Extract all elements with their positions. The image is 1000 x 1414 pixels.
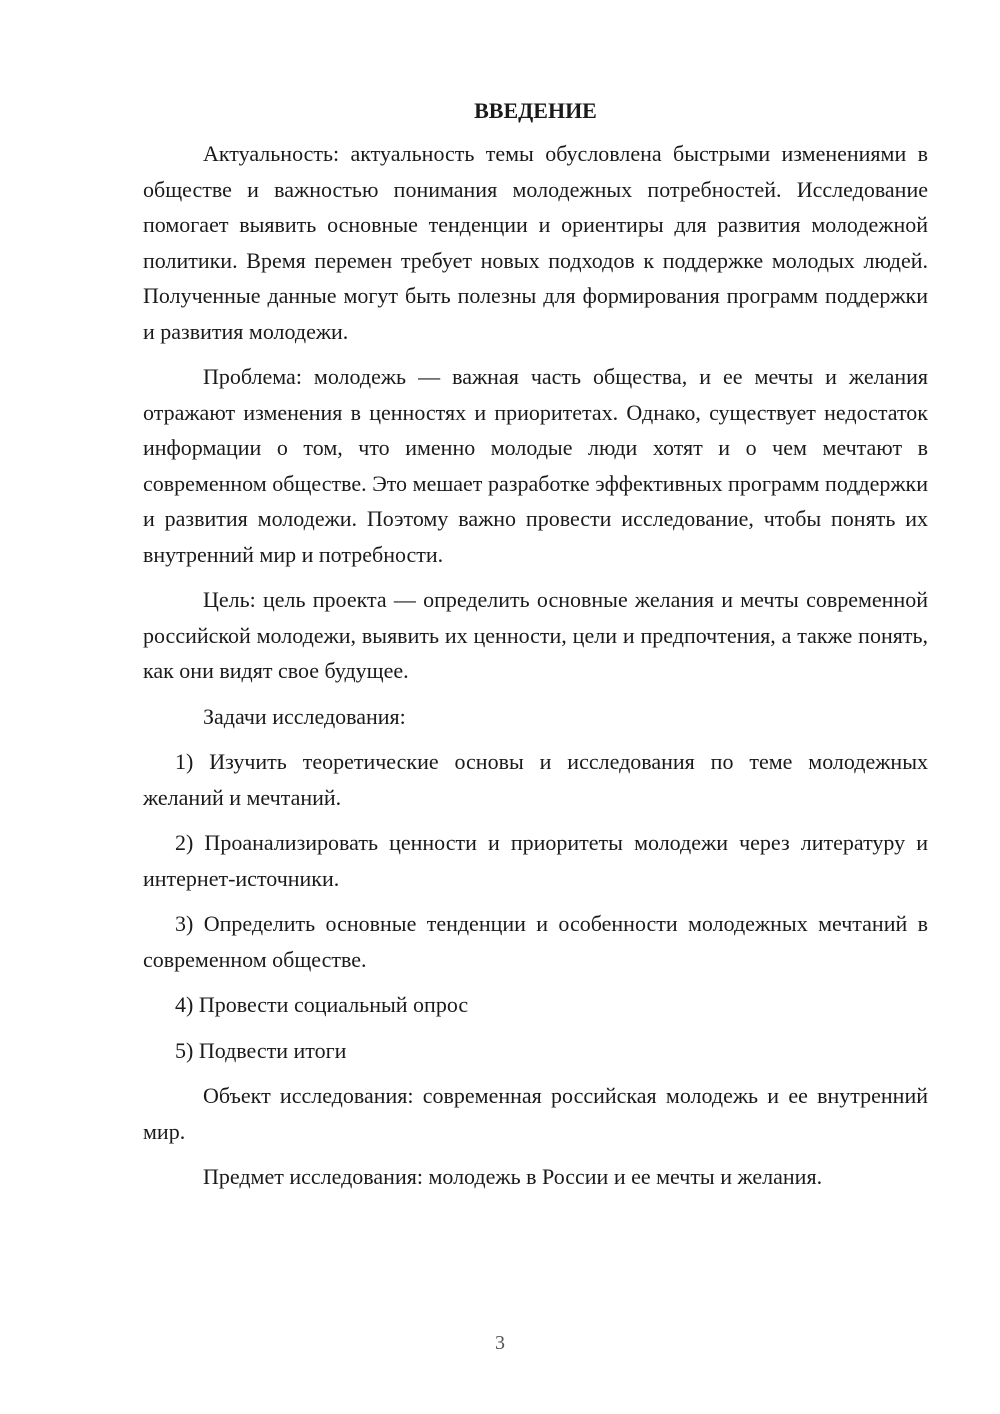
task-item-3: 3) Определить основные тенденции и особенности молодежных мечтаний в современном обществе. [143, 911, 928, 972]
document-page [143, 96, 928, 1205]
task-item-4: 4) Провести социальный опрос [175, 992, 469, 1017]
task-item-1: 1) Изучить теоретические основы и исследования по теме молодежных желаний и мечтаний. [143, 749, 928, 810]
paragraph-goal: Цель: цель проекта — определить основные желания и мечты современной российской молодежи, выявить их ценности, цели и предпочтения, а также понять, как они видят свое будущее. [143, 587, 928, 683]
task-item-2: 2) Проанализировать ценности и приоритеты молодежи через литературу и интернет-источники. [143, 830, 928, 891]
page-number: 3 [495, 1332, 505, 1354]
paragraph-object: Объект исследования: современная российская молодежь и ее внутренний мир. [143, 1083, 928, 1144]
task-item-5: 5) Подвести итоги [175, 1037, 347, 1063]
paragraph-problem: Проблема: молодежь — важная часть общества, и ее мечты и желания отражают изменения в ценностях и приоритетах. Однако, существует недостаток информации о том, что именно молодые люди хотят и о чем мечтают в современном обществе. Это мешает разработке эффективных программ поддержки и развития молодежи. Поэтому важно провести исследование, чтобы понять их внутренний мир и потребности. [143, 364, 928, 567]
paragraph-subject: Предмет исследования: молодежь в России и ее мечты и желания. [203, 1164, 823, 1189]
page-title: ВВЕДЕНИЕ [474, 98, 597, 123]
tasks-heading: Задачи исследования: [203, 703, 406, 729]
paragraph-relevance: Актуальность: актуальность темы обусловлена быстрыми изменениями в обществе и важностью понимания молодежных потребностей. Исследование помогает выявить основные тенденции и ориентиры для развития молодежной политики. Время перемен требует новых подходов к поддержке молодых людей. Полученные данные могут быть полезны для формирования программ поддержки и развития молодежи. [143, 141, 928, 344]
